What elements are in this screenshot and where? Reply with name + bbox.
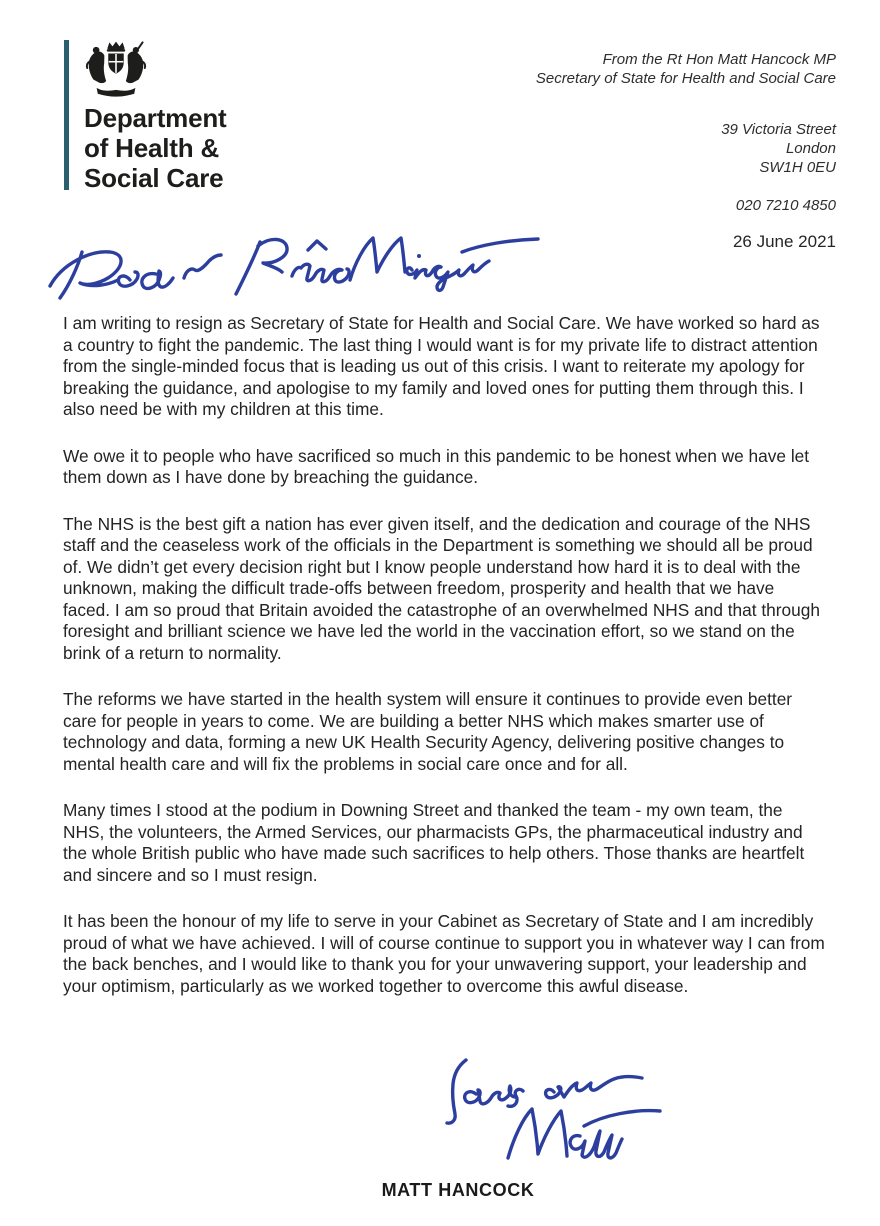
address-line: SW1H 0EU bbox=[759, 159, 836, 176]
royal-coat-of-arms-icon bbox=[85, 40, 147, 98]
dhsc-logo bbox=[64, 40, 226, 193]
letter-date: 26 June 2021 bbox=[732, 232, 836, 251]
paragraph: We owe it to people who have sacrificed so much in this pandemic to be honest when we have let them down as I have done by breaching the guidance. bbox=[63, 445, 810, 487]
logo-name-line: Social Care bbox=[84, 163, 224, 193]
logo-name-line: of Health & bbox=[84, 133, 220, 163]
sender-name: From the Rt Hon Matt Hancock MP bbox=[602, 51, 836, 68]
paragraph: The reforms we have started in the health system will ensure it continues to provide even better care for people in years to come. We are building a better NHS which makes smarter use of technology and data, forming a new UK Health Security Agency, delivering positive changes to mental health care and will fix the problems in social care once and for all. bbox=[63, 689, 793, 774]
paragraph: It has been the honour of my life to serve in your Cabinet as Secretary of State and I am incredibly proud of what we have achieved. I will of course continue to support you in whatever way I can from the back benches, and I would like to thank you for your unwavering support, your leadership and your optimism, particularly as we worked together to overcome this awful disease. bbox=[63, 911, 825, 996]
letterhead-contact-block bbox=[536, 50, 836, 251]
phone-number: 020 7210 4850 bbox=[735, 197, 836, 214]
address-line: London bbox=[785, 140, 836, 157]
logo-name bbox=[84, 103, 226, 193]
sender-title: Secretary of State for Health and Social Care bbox=[535, 70, 836, 87]
handwritten-greeting bbox=[46, 230, 556, 306]
address-block bbox=[536, 120, 836, 177]
letter-body bbox=[63, 313, 825, 1022]
paragraph: I am writing to resign as Secretary of State for Health and Social Care. We have worked so hard as a country to fight the pandemic. The last thing I would want is for my private life to distract attention from the single-minded focus that is leading us out of this crisis. I want to reiterate my apology for breaking the guidance, and apologise to my family and loved ones for putting them through this. I also need be with my children at this time. bbox=[63, 313, 820, 419]
sender-block bbox=[536, 50, 836, 88]
paragraph: The NHS is the best gift a nation has ever given itself, and the dedication and courage of the NHS staff and the ceaseless work of the officials in the Department is something we should all be proud of. We didn’t get every decision right but I know people understand how hard it is to deal with the unknown, making the difficult trade-offs between freedom, prosperity and health that we have faced. I am so proud that Britain avoided the catastrophe of an overwhelmed NHS and that through foresight and brilliant science we have led the world in the vaccination effort, so we stand on the brink of a return to normality. bbox=[63, 513, 820, 663]
logo-name-line: Department bbox=[84, 103, 227, 133]
handwritten-signature bbox=[420, 1052, 680, 1172]
typed-signature-name: MATT HANCOCK bbox=[381, 1180, 535, 1200]
address-line: 39 Victoria Street bbox=[721, 121, 836, 138]
logo-main bbox=[84, 40, 226, 193]
paragraph: Many times I stood at the podium in Downing Street and thanked the team - my own team, the NHS, the volunteers, the Armed Services, our pharmacists GPs, the pharmaceutical industry and the whole British public who have made such sacrifices to help others. Those thanks are heartfelt and sincere and so I must resign. bbox=[63, 800, 805, 885]
logo-accent-bar bbox=[64, 40, 69, 190]
